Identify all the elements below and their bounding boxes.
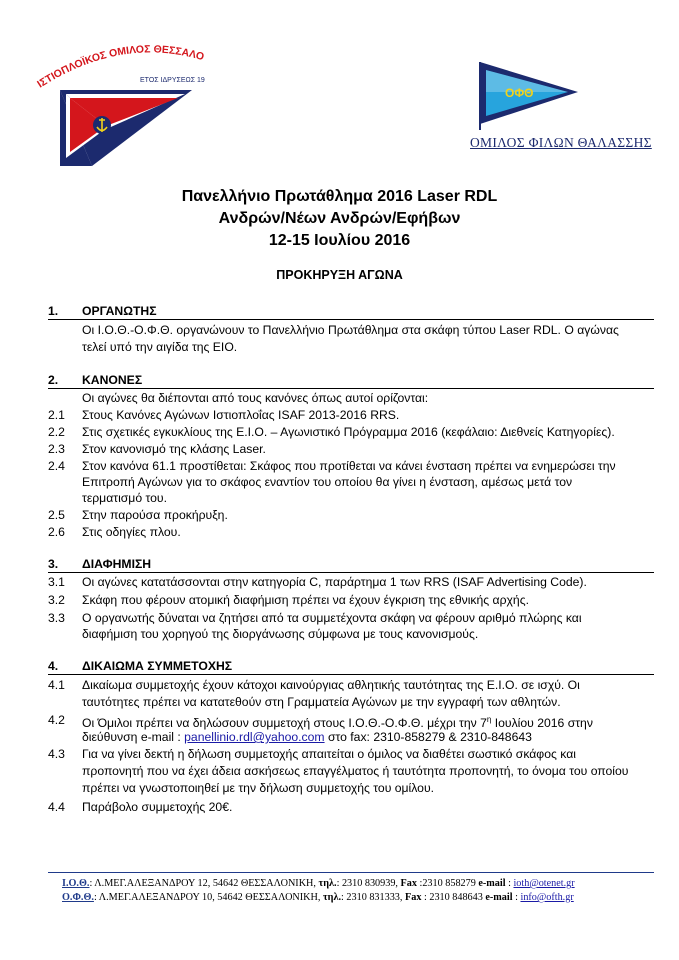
section-2-item-line: Στον κανόνα 61.1 προστίθεται: Σκάφος που προτίθεται να κάνει ένσταση πρέπει να ενημερώσει την	[82, 459, 616, 473]
item-4-3-line-3: πρέπει να γνωστοποιηθεί με την δήλωση συμμετοχής του ομίλου.	[82, 781, 435, 795]
section-3-item-number: 3.3	[48, 611, 65, 625]
footer-ioth-label: Ι.Ο.Θ.	[62, 878, 90, 889]
title-line-1: Πανελλήνιο Πρωτάθλημα 2016 Laser RDL	[181, 188, 498, 205]
footer-ioth-tel-label: τηλ.	[318, 878, 337, 889]
section-2-divider	[48, 388, 654, 389]
section-2-item-number: 2.4	[48, 459, 65, 473]
footer-ioth-fax-label: Fax	[400, 878, 417, 889]
item-4-3-line-2: προπονητή που να έχει άδεια ασκήσεως επαγγέλματος ή ταυτότητα προπονητή, το όνομα του οποίου	[82, 764, 629, 778]
email-link[interactable]: panellinio.rdl@yahoo.com	[184, 730, 325, 744]
section-3-title: ΔΙΑΦΗΜΙΣΗ	[82, 557, 152, 571]
section-2-title: ΚΑΝΟΝΕΣ	[82, 373, 143, 387]
footer-row-2: Ο.Φ.Θ.: Λ.ΜΕΓ.ΑΛΕΞΑΝΔΡΟΥ 10, 54642 ΘΕΣΣΑΛΟΝΙΚΗ, τηλ.: 2310 831333, Fax : 2310 848643 e-mail : info@ofth.gr	[62, 892, 574, 903]
item-4-1-line-2: ταυτότητες πρέπει να κατατεθούν στη Γραμματεία Αγώνων με την εγγραφή των αθλητών.	[82, 695, 561, 709]
item-4-2-line-1b: Ιουλίου 2016 στην	[491, 716, 593, 731]
item-4-1-number: 4.1	[48, 678, 65, 692]
section-3-number: 3.	[48, 557, 59, 571]
ofth-logo	[458, 52, 658, 152]
section-2-number: 2.	[48, 373, 59, 387]
ioth-logo	[30, 28, 205, 168]
item-4-3-number: 4.3	[48, 747, 65, 761]
section-3-item-line: Ο οργανωτής δύναται να ζητήσει από τα συμμετέχοντα σκάφη να φέρουν αριθμό πλώρης και	[82, 611, 582, 625]
section-2-intro: Οι αγώνες θα διέπονται από τους κανόνες όπως αυτοί ορίζονται:	[82, 391, 429, 405]
section-3-item-number: 3.2	[48, 593, 65, 607]
footer-ofth-fax: : 2310 848643	[421, 892, 486, 903]
ofth-flag-icon	[458, 52, 658, 132]
section-2-item-line: Στην παρούσα προκήρυξη.	[82, 508, 228, 522]
footer-ofth-email[interactable]: info@ofth.gr	[520, 892, 574, 903]
section-2-item-line: Στις σχετικές εγκυκλίους της Ε.Ι.Ο. – Αγωνιστικό Πρόγραμμα 2016 (κεφάλαιο: Διεθνείς Κατηγορίες).	[82, 425, 615, 439]
footer-ofth-email-label: e-mail	[485, 892, 513, 903]
section-2-item-line: Επιτροπή Αγώνων για το σκάφος εναντίον του οποίου θα γίνει η ένσταση, αμέσως μετά τον	[82, 475, 573, 489]
section-2-item-number: 2.5	[48, 508, 65, 522]
footer-ofth-label: Ο.Φ.Θ.	[62, 892, 94, 903]
section-2-item-line: τερματισμό του.	[82, 491, 167, 505]
section-2-item-line: Στις οδηγίες πλου.	[82, 525, 181, 539]
item-4-1-line-1: Δικαίωμα συμμετοχής έχουν κάτοχοι καινούργιας αθλητικής ταυτότητας της Ε.Ι.Ο. σε ισχύ. Οι	[82, 678, 580, 692]
section-3-item-number: 3.1	[48, 575, 65, 589]
section-1-text-2: τελεί υπό την αιγίδα της ΕΙΟ.	[82, 340, 238, 354]
footer-ofth-address: : Λ.ΜΕΓ.ΑΛΕΞΑΝΔΡΟΥ 10, 54642 ΘΕΣΣΑΛΟΝΙΚΗ,	[93, 892, 323, 903]
footer-ioth-email-label: e-mail	[478, 878, 506, 889]
item-4-3-line-1: Για να γίνει δεκτή η δήλωση συμμετοχής απαιτείται ο όμιλος να διαθέτει σωστικό σκάφος και	[82, 747, 576, 761]
item-4-2-sup: η	[486, 715, 492, 724]
section-1-divider	[48, 319, 654, 320]
ioth-burgee-icon	[30, 28, 205, 168]
ofth-caption: ΟΜΙΛΟΣ ΦΙΛΩΝ ΘΑΛΑΣΣΗΣ	[470, 135, 652, 150]
footer-ioth-address: : Λ.ΜΕΓ.ΑΛΕΞΑΝΔΡΟΥ 12, 54642 ΘΕΣΣΑΛΟΝΙΚΗ,	[89, 878, 319, 889]
section-4-number: 4.	[48, 659, 59, 673]
section-4-divider	[48, 674, 654, 675]
ioth-arc-text: ΙΣΤΙΟΠΛΟΪΚΟΣ ΟΜΙΛΟΣ ΘΕΣΣΑΛΟ	[35, 43, 205, 91]
section-2-item-line: Στον κανονισμό της κλάσης Laser.	[82, 442, 266, 456]
item-4-4-number: 4.4	[48, 800, 65, 814]
page-subtitle: ΠΡΟΚΗΡΥΞΗ ΑΓΩΝΑ	[276, 268, 403, 282]
footer-ofth-fax-label: Fax	[405, 892, 422, 903]
section-3-item-line: Οι αγώνες κατατάσσονται στην κατηγορία C, παράρτημα 1 των RRS (ISAF Advertising Code).	[82, 575, 587, 589]
item-4-2-line-2	[82, 729, 532, 745]
section-1-text-1: Οι Ι.Ο.Θ.-Ο.Φ.Θ. οργανώνουν το Πανελλήνιο Πρωτάθλημα στα σκάφη τύπου Laser RDL. Ο αγώνας	[82, 323, 619, 337]
title-line-3: 12-15 Ιουλίου 2016	[268, 232, 411, 249]
section-1-title: ΟΡΓΑΝΩΤΗΣ	[82, 304, 157, 318]
section-2-item-line: Στους Κανόνες Αγώνων Ιστιοπλοΐας ISAF 2013-2016 RRS.	[82, 408, 400, 422]
section-2-item-number: 2.3	[48, 442, 65, 456]
footer-row-1: Ι.Ο.Θ.: Λ.ΜΕΓ.ΑΛΕΞΑΝΔΡΟΥ 12, 54642 ΘΕΣΣΑΛΟΝΙΚΗ, τηλ.: 2310 830939, Fax :2310 858279 e-mail : ioth@otenet.gr	[62, 878, 575, 889]
ioth-year-text: ΕΤΟΣ ΙΔΡΥΣΕΩΣ 19	[140, 77, 205, 84]
section-3-item-line: διαφήμιση του χορηγού της διοργάνωσης σύμφωνα με τους κανονισμούς.	[82, 627, 479, 641]
footer-divider	[48, 872, 654, 873]
ofth-flag-text: ΟΦΘ	[505, 86, 534, 100]
section-1-number: 1.	[48, 304, 59, 318]
section-3-item-line: Σκάφη που φέρουν ατομική διαφήμιση πρέπει να έχουν έγκριση της εθνικής αρχής.	[82, 593, 529, 607]
item-4-2-line-2a: διεύθυνση e-mail :	[82, 730, 185, 744]
item-4-2-number: 4.2	[48, 713, 65, 727]
section-2-item-number: 2.6	[48, 525, 65, 539]
footer-ioth-email[interactable]: ioth@otenet.gr	[513, 878, 575, 889]
footer-ioth-tel: : 2310 830939,	[336, 878, 401, 889]
section-2-item-number: 2.1	[48, 408, 65, 422]
footer-ofth-tel: : 2310 831333,	[341, 892, 405, 903]
item-4-4-line-1: Παράβολο συμμετοχής 20€.	[82, 800, 233, 814]
item-4-2-line-2b: στο fax: 2310-858279 & 2310-848643	[324, 730, 532, 744]
title-line-2: Ανδρών/Νέων Ανδρών/Εφήβων	[218, 210, 461, 227]
section-2-item-number: 2.2	[48, 425, 65, 439]
item-4-2-line-1a: Οι Όμιλοι πρέπει να δηλώσουν συμμετοχή στους Ι.Ο.Θ.-Ο.Φ.Θ. μέχρι την 7	[82, 716, 487, 731]
section-3-divider	[48, 572, 654, 573]
section-4-title: ΔΙΚΑΙΩΜΑ ΣΥΜΜΕΤΟΧΗΣ	[82, 659, 233, 673]
footer-ofth-tel-label: τηλ.	[322, 892, 342, 903]
footer-ioth-fax: :2310 858279	[416, 878, 479, 889]
